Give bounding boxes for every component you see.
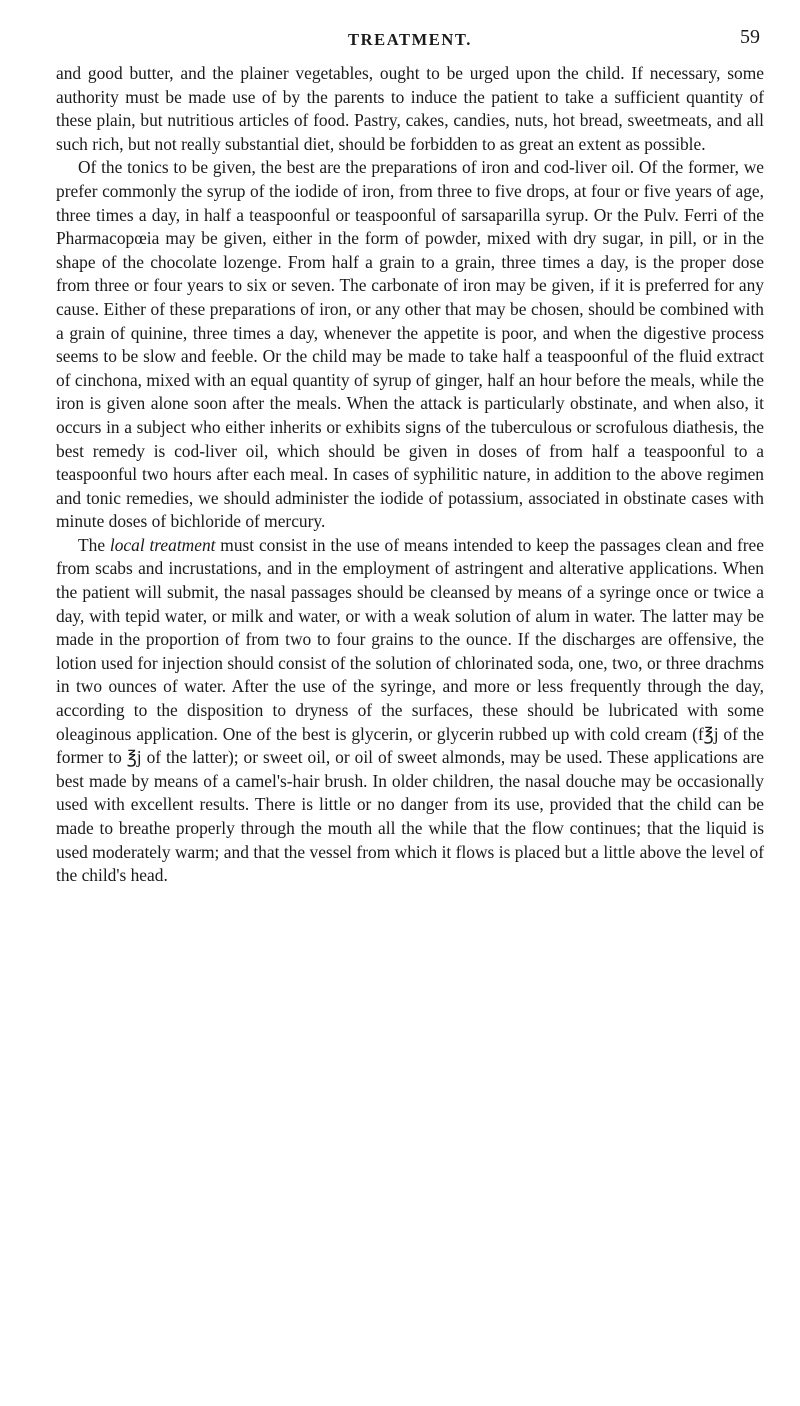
page-number: 59 [740, 26, 760, 48]
paragraph-rest: must consist in the use of means intended to keep the passages clean and free from scabs and incrustations, and in the employment of astringent and alterative applications. When the patient will submit, the nasal passages should be cleansed by means of a syringe once or twice a day, with tepid water, or milk and water, or with a weak solution of alum in water. The latter may be made in the proportion of from two to four grains to the ounce. If the discharges are offensive, the lotion used for injection should consist of the solution of chlorinated soda, one, two, or three drachms in two ounces of water. After the use of the syringe, and more or less frequently through the day, according to the disposition to dryness of the surfaces, these should be lubricated with some oleaginous application. One of the best is glycerin, or glycerin rubbed up with cold cream (f℥j of the former to ℥j of the latter); or sweet oil, or oil of sweet almonds, may be used. These applications are best made by means of a camel's-hair brush. In older children, the nasal douche may be occasionally used with excellent results. There is little or no danger from its use, provided that the child can be made to breathe properly through the mouth all the while that the flow continues; that the liquid is used moderately warm; and that the vessel from which it flows is placed but a little above the level of the child's head. [56, 534, 764, 886]
body-text [56, 62, 764, 888]
paragraph-lead: The [78, 534, 110, 555]
paragraph-tonics: Of the tonics to be given, the best are the preparations of iron and cod-liver oil. Of the former, we prefer commonly the syrup of the iodide of iron, from three to five drops, at four or five years of age, three times a day, in half a teaspoonful or teaspoonful of sarsaparilla syrup. Or the Pulv. Ferri of the Pharmacopœia may be given, either in the form of powder, mixed with dry sugar, in pill, or in the shape of the chocolate lozenge. From half a grain to a grain, three times a day, is the proper dose from three or four years to six or seven. The carbonate of iron may be given, if it is preferred for any cause. Either of these preparations of iron, or any other that may be chosen, should be combined with a grain of quinine, three times a day, whenever the appetite is poor, and when the digestive process seems to be slow and feeble. Or the child may be made to take half a teaspoonful of the fluid extract of cinchona, mixed with an equal quantity of syrup of ginger, half an hour before the meals, while the iron is given alone soon after the meals. When the attack is particularly obstinate, and when also, it occurs in a subject who either inherits or exhibits signs of the tuberculous or scrofulous diathesis, the best remedy is cod-liver oil, which should be given in doses of from half a teaspoonful to a teaspoonful two hours after each meal. In cases of syphilitic nature, in addition to the above regimen and tonic remedies, we should administer the iodide of potassium, associated in obstinate cases with minute doses of bichloride of mercury. [56, 157, 764, 532]
running-head [56, 22, 764, 52]
paragraph-diet: and good butter, and the plainer vegetables, ought to be urged upon the child. If necessary, some authority must be made use of by the parents to induce the patient to take a sufficient quantity of these plain, but nutritious articles of food. Pastry, cakes, candies, nuts, hot bread, sweetmeats, and all such rich, but not really substantial diet, should be forbidden to as great an extent as possible. [56, 63, 764, 154]
paragraph-local-treatment [56, 534, 764, 888]
chapter-title: TREATMENT. [347, 30, 473, 49]
italic-term: local treatment [109, 534, 216, 555]
